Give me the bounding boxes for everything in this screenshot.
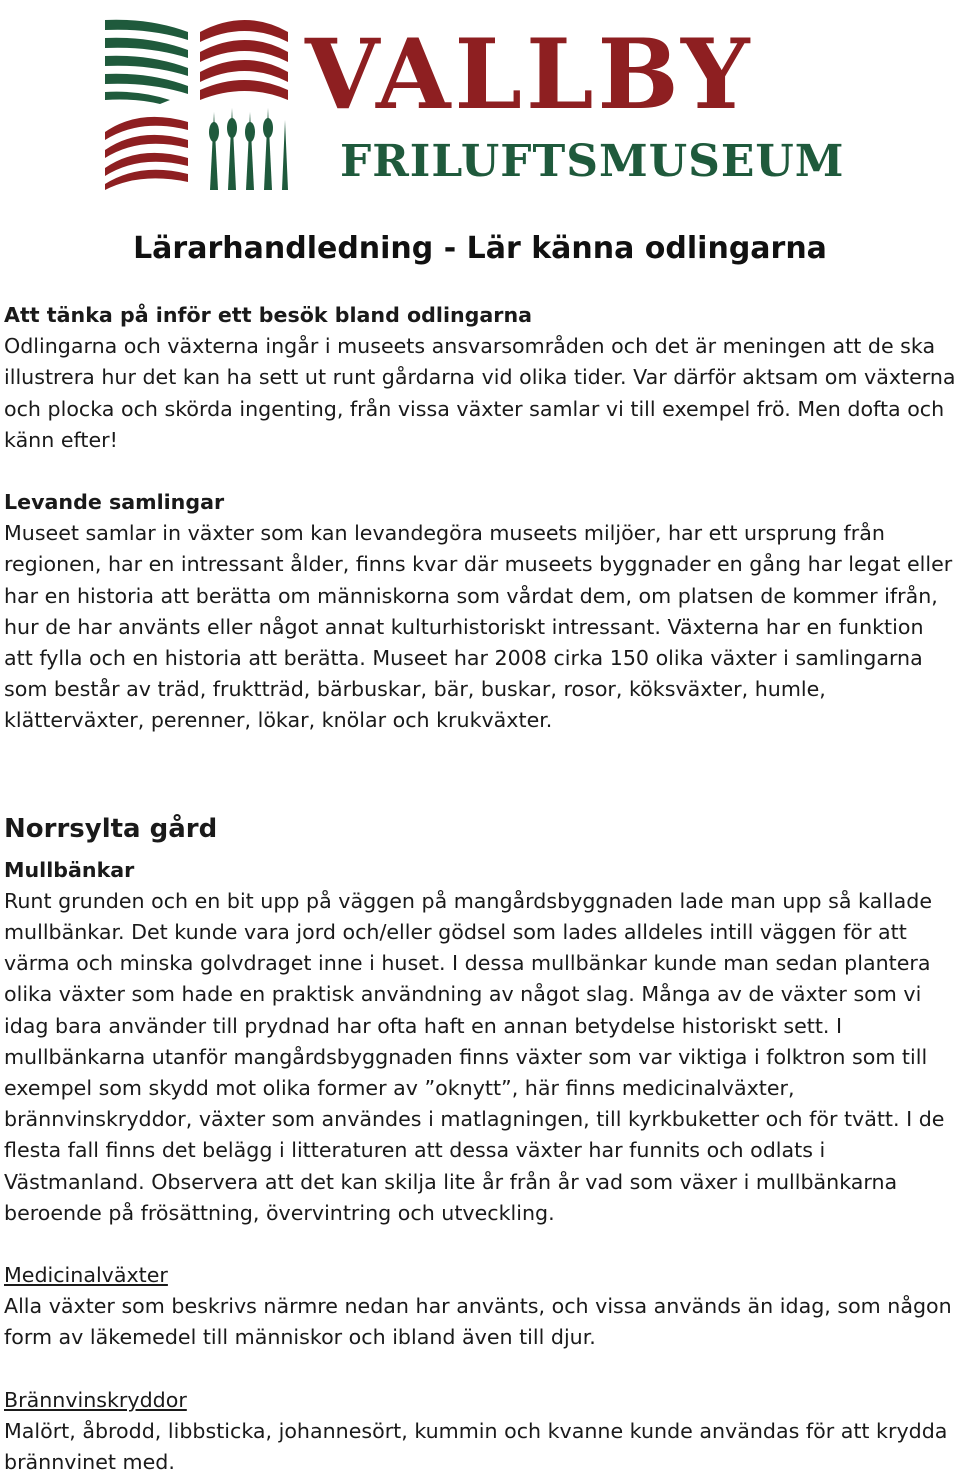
intro-paragraph: Odlingarna och växterna ingår i museets ansvarsområden och det är meningen att de ska illustrera hur det kan ha sett ut runt gårdarna vid olika tider. Var därför aktsam om växterna och plocka och skörda ingenting, från vissa växter samlar vi till exempel frö. Men dofta och känn efter! [4,334,956,452]
document-title: Lärarhandledning - Lär känna odlingarna [133,231,827,266]
norrsylta-heading: Norrsylta gård [4,813,218,844]
intro-heading: Att tänka på inför ett besök bland odlingarna [4,303,533,327]
spirits-heading: Brännvinskryddor [4,1387,187,1412]
logo-wordmark: VALLBY [305,18,754,131]
museum-logo [100,12,870,190]
museum-emblem-icon [100,12,290,190]
living-collections-heading: Levande samlingar [4,490,225,515]
logo-subtitle: FRILUFTSMUSEUM [340,136,845,187]
medicinal-paragraph: Alla växter som beskrivs närmre nedan har använts, och vissa används än idag, som någon form av läkemedel till människor och ibland även till djur. [4,1294,952,1350]
living-collections-paragraph: Museet samlar in växter som kan levandegöra museets miljöer, har ett ursprung från regionen, har en intressant ålder, finns kvar där museets byggnader en gång har legat eller har en historia att berätta om människorna som vårdat dem, om platsen de kommer ifrån, hur de har använts eller något annat kulturhistoriskt intressant. Växterna har en funktion att fylla och en historia att berätta. Museet har 2008 cirka 150 olika växter i samlingarna som består av träd, fruktträd, bärbuskar, bär, buskar, rosor, köksväxter, humle, klätterväxter, perenner, lökar, knölar och krukväxter. [4,521,953,733]
document-body [4,300,956,1478]
mullbankar-paragraph: Runt grunden och en bit upp på väggen på mangårdsbyggnaden lade man upp så kallade mullbänkar. Det kunde vara jord och/eller gödsel som lades alldeles intill väggen för att värma och minska golvdraget inne i huset. I dessa mullbänkar kunde man sedan plantera olika växter som hade en praktisk användning av något slag. Många av de växter som vi idag bara använder till prydnad har ofta haft en annan betydelse historiskt sett. I mullbänkarna utanför mangårdsbyggnaden finns växter som var viktiga i folktron som till exempel som skydd mot olika former av ”oknytt”, här finns medicinalväxter, brännvinskryddor, växter som användes i matlagningen, till kyrkbuketter och för tvätt. I de flesta fall finns det belägg i litteraturen att dessa växter har funnits och odlats i Västmanland. Observera att det kan skilja lite år från år vad som växer i mullbänkarna beroende på frösättning, övervintring och utveckling. [4,888,945,1225]
mullbankar-heading: Mullbänkar [4,857,135,882]
spirits-paragraph: Malört, åbrodd, libbsticka, johannesört, kummin och kvanne kunde användas för att krydda brännvinet med. [4,1418,948,1475]
medicinal-heading: Medicinalväxter [4,1263,168,1288]
